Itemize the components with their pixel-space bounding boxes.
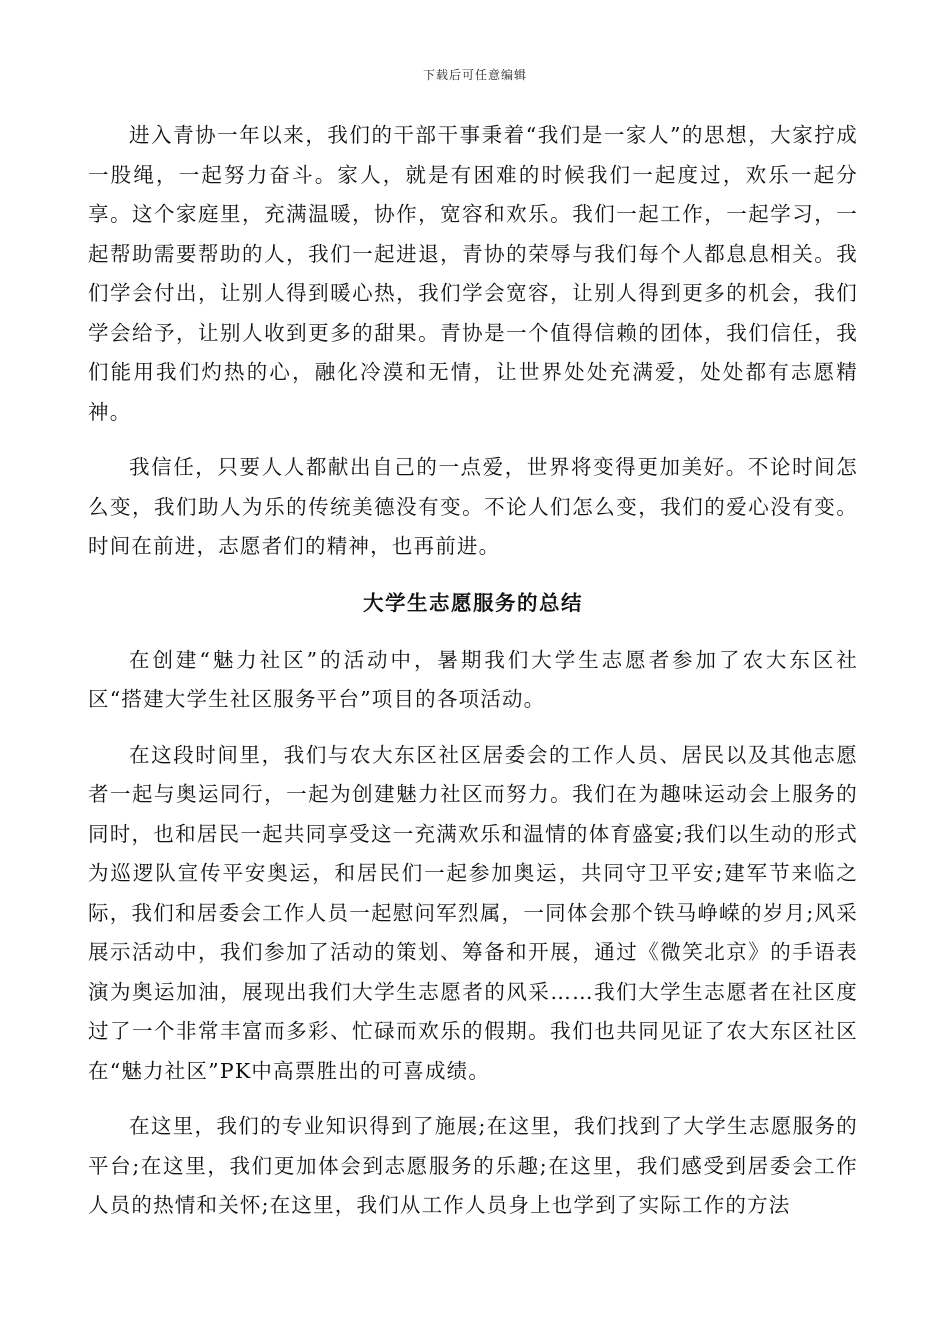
paragraph-3: 在创建“魅力社区”的活动中，暑期我们大学生志愿者参加了农大东区社区“搭建大学生社区服务平台”项目的各项活动。 <box>88 647 858 711</box>
document-body <box>88 116 858 1242</box>
paragraph-1: 进入青协一年以来，我们的干部干事秉着“我们是一家人”的思想，大家拧成一股绳，一起努力奋斗。家人，就是有困难的时候我们一起度过，欢乐一起分享。这个家庭里，充满温暖，协作，宽容和欢乐。我们一起工作，一起学习，一起帮助需要帮助的人，我们一起进退，青协的荣辱与我们每个人都息息相关。我们学会付出，让别人得到暖心热，我们学会宽容，让别人得到更多的机会，我们学会给予，让别人收到更多的甜果。青协是一个值得信赖的团体，我们信任，我们能用我们灼热的心，融化冷漠和无情，让世界处处充满爱，处处都有志愿精神。 <box>88 123 858 424</box>
page-header-note: 下载后可任意编辑 <box>422 68 527 82</box>
paragraph-5: 在这里，我们的专业知识得到了施展;在这里，我们找到了大学生志愿服务的平台;在这里，我们更加体会到志愿服务的乐趣;在这里，我们感受到居委会工作人员的热情和关怀;在这里，我们从工作人员身上也学到了实际工作的方法 <box>88 1114 858 1217</box>
paragraph-2: 我信任，只要人人都献出自己的一点爱，世界将变得更加美好。不论时间怎么变，我们助人为乐的传统美德没有变。不论人们怎么变，我们的爱心没有变。时间在前进，志愿者们的精神，也再前进。 <box>88 455 858 558</box>
paragraph-4: 在这段时间里，我们与农大东区社区居委会的工作人员、居民以及其他志愿者一起与奥运同行，一起为创建魅力社区而努力。我们在为趣味运动会上服务的同时，也和居民一起共同享受这一充满欢乐和温情的体育盛宴;我们以生动的形式为巡逻队宣传平安奥运，和居民们一起参加奥运，共同守卫平安;建军节来临之际，我们和居委会工作人员一起慰问军烈属，一同体会那个铁马峥嵘的岁月;风采展示活动中，我们参加了活动的策划、筹备和开展，通过《微笑北京》的手语表演为奥运加油，展现出我们大学生志愿者的风采……我们大学生志愿者在社区度过了一个非常丰富而多彩、忙碌而欢乐的假期。我们也共同见证了农大东区社区在“魅力社区”PK中高票胜出的可喜成绩。 <box>88 742 858 1083</box>
section-heading: 大学生志愿服务的总结 <box>363 590 583 615</box>
